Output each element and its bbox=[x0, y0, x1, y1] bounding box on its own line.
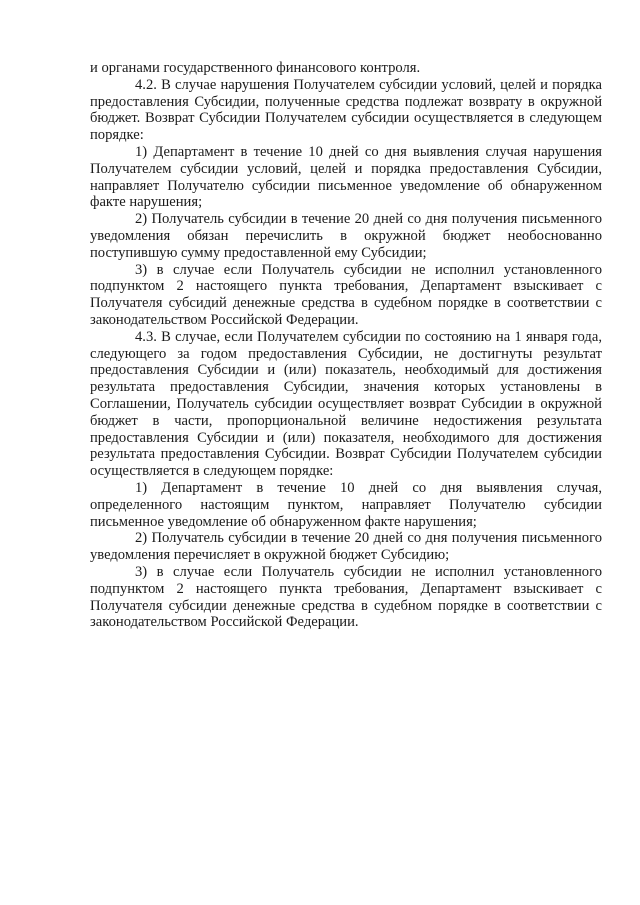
paragraph-continuation: и органами государственного финансового контроля. bbox=[90, 60, 421, 76]
paragraph-4-3-item-1: 1) Департамент в течение 10 дней со дня выявления случая, определенного настоящим пунктом, направляет Получателю субсидии письменное уведомление об обнаруженном факте нарушения; bbox=[90, 479, 602, 530]
paragraph-4-2-item-1: 1) Департамент в течение 10 дней со дня выявления случая нарушения Получателем субсидии условий, целей и порядка предоставления Субсидии, направляет Получателю субсидии письменное уведомление об обнаруженном факте нарушения; bbox=[90, 143, 602, 211]
paragraph-4-3: 4.3. В случае, если Получателем субсидии по состоянию на 1 января года, следующего за годом предоставления Субсидии, не достигнуты результат предоставления Субсидии и (или) показатель, необходимый для достижения результата предоставления Субсидии, значения которых установлены в Соглашении, Получатель субсидии осуществляет возврат Субсидии в окружной бюджет в части, пропорциональной величине недостижения результата предоставления Субсидии и (или) показателя, необходимого для достижения результата предоставления Субсидии. Возврат Субсидии Получателем субсидии осуществляется в следующем порядке: bbox=[90, 328, 602, 480]
paragraph-4-3-item-2: 2) Получатель субсидии в течение 20 дней со дня получения письменного уведомления перечисляет в окружной бюджет Субсидию; bbox=[90, 530, 602, 564]
paragraph-4-2-item-2: 2) Получатель субсидии в течение 20 дней со дня получения письменного уведомления обязан перечислить в окружной бюджет необоснованно поступившую сумму предоставленной ему Субсидии; bbox=[90, 211, 602, 261]
document-body bbox=[90, 60, 602, 631]
paragraph-4-2: 4.2. В случае нарушения Получателем субсидии условий, целей и порядка предоставления Субсидии, полученные средства подлежат возврату в окружной бюджет. Возврат Субсидии Получателем субсидии осуществляется в следующем порядке: bbox=[90, 76, 602, 144]
paragraph-4-2-item-3: 3) в случае если Получатель субсидии не исполнил установленного подпунктом 2 настоящего пункта требования, Департамент взыскивает с Получателя субсидий денежные средства в судебном порядке в соответствии с законодательством Российской Федерации. bbox=[90, 261, 602, 328]
paragraph-4-3-item-3: 3) в случае если Получатель субсидии не исполнил установленного подпунктом 2 настоящего пункта требования, Департамент взыскивает с Получателя субсидии денежные средства в судебном порядке в соответствии с законодательством Российской Федерации. bbox=[90, 563, 602, 631]
